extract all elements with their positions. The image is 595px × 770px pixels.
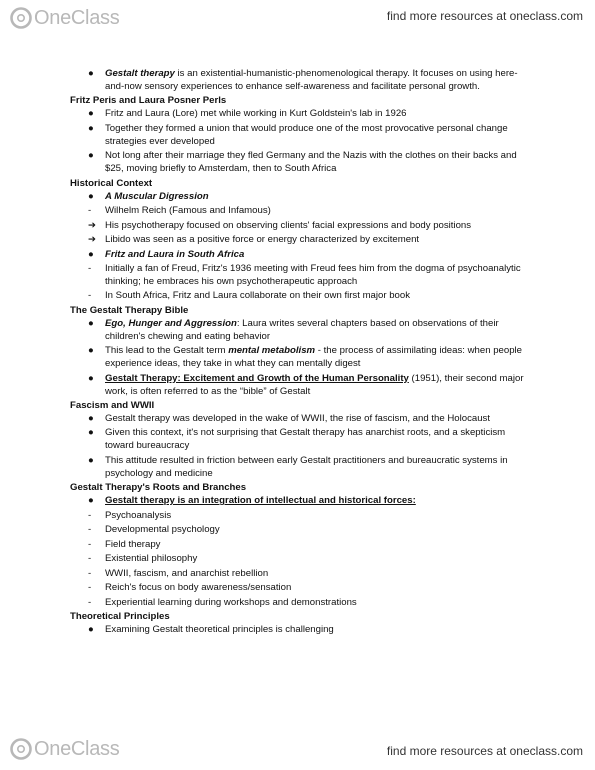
oneclass-logo-footer[interactable] [9, 737, 119, 761]
text-run: - the process of assimilating ideas: when people experience ideas, they take in what they can mentally digest [105, 345, 523, 370]
bullet-icon: ● [88, 454, 94, 466]
list-item [70, 68, 530, 94]
dash-bullet: - [88, 538, 92, 550]
list-item [70, 455, 530, 481]
list-item-text [105, 427, 505, 451]
text-run: This attitude resulted in friction between early Gestalt practitioners and bureaucratic systems in psychology and medicine [105, 454, 508, 479]
bullet-icon: ● [88, 190, 94, 202]
list-item [70, 205, 530, 218]
text-run: This lead to the Gestalt term [105, 345, 229, 357]
logo-wordmark: OneClass [34, 6, 120, 29]
list-item [70, 373, 530, 399]
list-item [70, 318, 530, 344]
list-item-text [105, 510, 171, 521]
list-item [70, 413, 530, 426]
oneclass-logo-icon [9, 6, 33, 30]
bullet-icon: ● [88, 68, 94, 79]
text-run: Gestalt therapy was developed in the wake of WWII, the rise of fascism, and the Holocaust [105, 412, 491, 424]
list-item-text [105, 455, 508, 479]
list-item-text [105, 413, 490, 424]
list-item-text [105, 205, 271, 216]
section-heading: Gestalt Therapy's Roots and Branches [70, 482, 247, 494]
text-run: Libido was seen as a positive force or energy characterized by excitement [105, 234, 420, 246]
oneclass-logo[interactable] [9, 6, 119, 30]
list-item [70, 234, 530, 247]
section-heading: Historical Context [70, 177, 153, 189]
text-run: is an existential-humanistic-phenomenological therapy. It focuses on using here-and-now sensory experiences to enhance self-awareness and facilitate personal growth. [105, 68, 518, 92]
list-item [70, 524, 530, 537]
bullet-icon: ● [88, 427, 94, 439]
document-body [70, 68, 530, 639]
dash-bullet: - [88, 290, 92, 302]
emphasized-text: Gestalt therapy is an integration of intellectual and historical forces: [105, 495, 416, 507]
bullet-icon: ● [88, 345, 94, 357]
text-run: Psychoanalysis [105, 509, 172, 521]
dash-bullet: - [88, 205, 92, 217]
section-heading: Theoretical Principles [70, 611, 170, 623]
emphasized-text: Gestalt therapy [105, 68, 175, 79]
emphasized-text: Fritz and Laura in South Africa [105, 248, 245, 260]
list-item [70, 427, 530, 453]
list-item-text [105, 123, 508, 147]
list-item-text [105, 345, 522, 369]
list-item-text [105, 191, 209, 202]
emphasized-text: Gestalt Therapy: Excitement and Growth of the Human Personality [105, 372, 409, 384]
section-heading: The Gestalt Therapy Bible [70, 304, 189, 316]
dash-bullet: - [88, 582, 92, 594]
text-run: Existential philosophy [105, 553, 198, 565]
text-run: Reich's focus on body awareness/sensation [105, 582, 292, 594]
list-item [70, 624, 530, 637]
list-item-text [105, 597, 357, 608]
text-run: Experiential learning during workshops and demonstrations [105, 596, 357, 608]
dash-bullet: - [88, 263, 92, 275]
text-run: Developmental psychology [105, 524, 220, 536]
bullet-icon: ● [88, 624, 94, 636]
bullet-icon: ● [88, 412, 94, 424]
list-item-text [105, 234, 419, 245]
dash-bullet: - [88, 509, 92, 521]
list-item-text [105, 624, 334, 635]
find-more-resources-footer-link[interactable]: find more resources at oneclass.com [386, 744, 583, 758]
list-item-text [105, 150, 517, 174]
text-run: In South Africa, Fritz and Laura collaborate on their own first major book [105, 290, 411, 302]
bullet-icon: ● [88, 495, 94, 507]
bullet-icon: ● [88, 372, 94, 384]
list-item-text [105, 568, 268, 579]
list-item [70, 539, 530, 552]
list-item-text [105, 290, 410, 301]
list-item [70, 191, 530, 204]
text-run: Together they formed a union that would produce one of the most provocative personal change strategies ever developed [105, 122, 508, 147]
oneclass-logo-icon [9, 737, 33, 761]
text-run: Examining Gestalt theoretical principles is challenging [105, 624, 334, 636]
dash-bullet: - [88, 596, 92, 608]
list-item-text [105, 524, 220, 535]
list-item [70, 249, 530, 262]
text-run: Not long after their marriage they fled Germany and the Nazis with the clothes on their backs and $25, moving briefly to Amsterdam, then to South Africa [105, 150, 517, 175]
bullet-icon: ● [88, 150, 94, 162]
dash-bullet: - [88, 524, 92, 536]
arrow-bullet-icon: ➔ [88, 219, 97, 231]
dash-bullet: - [88, 567, 92, 579]
find-more-resources-link[interactable]: find more resources at oneclass.com [386, 9, 583, 23]
list-item-text [105, 553, 197, 564]
text-run: Wilhelm Reich (Famous and Infamous) [105, 205, 271, 217]
arrow-bullet-icon: ➔ [88, 234, 97, 246]
list-item [70, 495, 530, 508]
bullet-icon: ● [88, 122, 94, 134]
section-heading: Fritz Peris and Laura Posner Perls [70, 95, 227, 107]
text-run: (1951), their second major work, is often referred to as the “bible” of Gestalt [105, 372, 524, 397]
list-item [70, 568, 530, 581]
text-run: His psychotherapy focused on observing clients' facial expressions and body positions [105, 219, 472, 231]
list-item-text [105, 318, 499, 342]
list-item-text [105, 68, 518, 92]
logo-wordmark: OneClass [34, 737, 120, 760]
list-item [70, 150, 530, 176]
bullet-icon: ● [88, 108, 94, 120]
list-item [70, 582, 530, 595]
text-run: Field therapy [105, 538, 161, 550]
list-item-text [105, 582, 291, 593]
list-item-text [105, 263, 521, 287]
list-item [70, 597, 530, 610]
list-item-text [105, 539, 160, 550]
list-item-text [105, 108, 407, 119]
dash-bullet: - [88, 553, 92, 565]
emphasized-text: Ego, Hunger and Aggression [105, 317, 237, 329]
page-header [0, 0, 595, 34]
emphasized-text: A Muscular Digression [105, 190, 209, 202]
list-item [70, 290, 530, 303]
list-item [70, 263, 530, 289]
list-item [70, 220, 530, 233]
list-item-text [105, 249, 244, 260]
bullet-icon: ● [88, 248, 94, 260]
bullet-icon: ● [88, 317, 94, 329]
text-run: WWII, fascism, and anarchist rebellion [105, 567, 269, 579]
text-run: : Laura writes several chapters based on observations of their children's chewing and eating behavior [105, 317, 499, 342]
list-item-text [105, 373, 524, 397]
list-item [70, 510, 530, 523]
text-run: Given this context, it's not surprising that Gestalt therapy has anarchist roots, and a skepticism toward bureaucracy [105, 427, 506, 452]
list-item-text [105, 495, 416, 506]
list-item-text [105, 220, 471, 231]
section-heading: Fascism and WWII [70, 400, 155, 412]
text-run: Initially a fan of Freud, Fritz's 1936 meeting with Freud fees him from the dogma of psychoanalytic thinking; he embraces his own psychotherapeutic approach [105, 263, 521, 287]
list-item [70, 108, 530, 121]
list-item [70, 123, 530, 149]
list-item [70, 553, 530, 566]
emphasized-text: mental metabolism [228, 345, 316, 357]
list-item [70, 345, 530, 371]
text-run: Fritz and Laura (Lore) met while working in Kurt Goldstein's lab in 1926 [105, 108, 407, 120]
